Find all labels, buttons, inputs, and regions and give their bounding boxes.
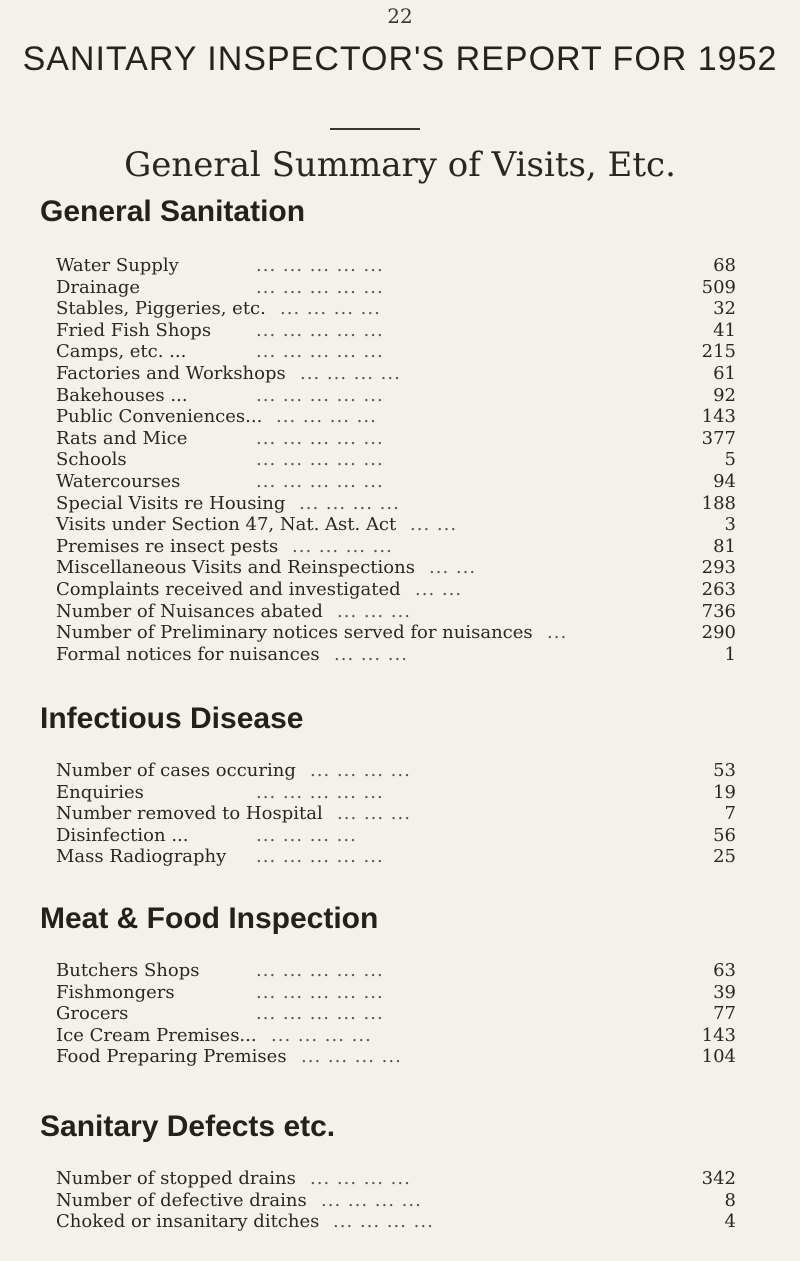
item-value: 68 [713, 255, 736, 276]
item-value: 342 [701, 1168, 736, 1189]
list-item [56, 449, 736, 471]
list-item [56, 782, 736, 804]
list-item [56, 363, 736, 385]
item-value: 263 [701, 578, 736, 600]
report-title: SANITARY INSPECTOR'S REPORT FOR 1952 [22, 40, 778, 78]
item-label: Grocers [56, 1003, 129, 1025]
leader-dots: ... ... ... ... [300, 362, 401, 384]
list-item [56, 579, 736, 601]
item-label: Visits under Section 47, Nat. Ast. Act [56, 514, 397, 536]
item-label: Butchers Shops [56, 960, 200, 981]
list-item [56, 760, 736, 782]
list-item [56, 1025, 736, 1047]
item-label: Number of Nuisances abated [56, 600, 323, 622]
item-value: 215 [701, 341, 736, 363]
item-value: 25 [713, 846, 736, 868]
item-value: 188 [701, 492, 736, 514]
list-item [56, 320, 736, 342]
leader-dots: ... ... ... ... [276, 406, 377, 428]
section-heading-infectious-disease: Infectious Disease [40, 702, 304, 735]
item-label: Fishmongers [56, 981, 175, 1003]
list-item [56, 471, 736, 493]
leader-dots: ... ... [415, 578, 463, 600]
item-value: 143 [701, 406, 736, 428]
leader-dots: ... ... ... ... ... [256, 427, 384, 449]
leader-dots: ... ... ... ... ... [256, 1003, 384, 1025]
item-label: Complaints received and investigated [56, 578, 401, 600]
section-rows-sanitary-defects [56, 1168, 736, 1233]
leader-dots: ... ... ... ... ... [256, 781, 384, 803]
item-value: 63 [713, 960, 736, 981]
item-label: Number removed to Hospital [56, 803, 323, 825]
leader-dots: ... ... ... ... [299, 492, 400, 514]
item-value: 94 [713, 470, 736, 492]
leader-dots: ... ... ... ... ... [256, 846, 384, 868]
item-value: 5 [724, 449, 736, 471]
leader-dots: ... ... ... ... ... [256, 384, 384, 406]
item-value: 92 [713, 384, 736, 406]
item-value: 53 [713, 760, 736, 781]
list-item [56, 960, 736, 982]
item-value: 143 [701, 1024, 736, 1046]
item-value: 293 [701, 557, 736, 579]
item-value: 61 [713, 362, 736, 384]
list-item [56, 514, 736, 536]
leader-dots: ... ... ... [334, 643, 408, 665]
leader-dots: ... ... ... [337, 600, 411, 622]
leader-dots: ... ... ... ... [333, 1211, 434, 1233]
item-value: 104 [701, 1046, 736, 1068]
leader-dots: ... ... ... [337, 803, 411, 825]
item-label: Ice Cream Premises... [56, 1024, 257, 1046]
leader-dots: ... ... ... ... [280, 298, 381, 320]
list-item [56, 428, 736, 450]
list-item [56, 406, 736, 428]
leader-dots: ... ... ... ... [256, 824, 357, 846]
list-item [56, 536, 736, 558]
section-rows-meat-food-inspection [56, 960, 736, 1068]
item-label: Water Supply [56, 255, 179, 276]
item-label: Choked or insanitary ditches [56, 1211, 320, 1233]
leader-dots: ... ... ... ... ... [256, 449, 384, 471]
item-label: Bakehouses ... [56, 384, 188, 406]
leader-dots: ... ... [429, 557, 477, 579]
leader-dots: ... ... ... ... [292, 535, 393, 557]
leader-dots: ... ... ... ... ... [256, 981, 384, 1003]
page-number: 22 [387, 4, 413, 28]
leader-dots: ... ... ... ... ... [256, 470, 384, 492]
summary-heading: General Summary of Visits, Etc. [124, 145, 676, 185]
item-value: 377 [701, 427, 736, 449]
list-item [56, 1003, 736, 1025]
item-label: Number of defective drains [56, 1189, 307, 1211]
item-label: Factories and Workshops [56, 362, 286, 384]
list-item [56, 825, 736, 847]
section-heading-meat-food-inspection: Meat & Food Inspection [40, 902, 379, 935]
item-label: Number of Preliminary notices served for nuisances [56, 622, 533, 644]
list-item [56, 846, 736, 868]
item-value: 1 [724, 643, 736, 665]
item-label: Number of stopped drains [56, 1168, 296, 1189]
list-item [56, 298, 736, 320]
item-value: 19 [713, 781, 736, 803]
item-value: 290 [701, 622, 736, 644]
list-item [56, 385, 736, 407]
item-label: Public Conveniences... [56, 406, 263, 428]
item-label: Stables, Piggeries, etc. [56, 298, 266, 320]
item-value: 736 [701, 600, 736, 622]
leader-dots: ... ... ... ... ... [256, 255, 384, 276]
item-value: 8 [724, 1189, 736, 1211]
item-value: 3 [724, 514, 736, 536]
item-value: 39 [713, 981, 736, 1003]
list-item [56, 277, 736, 299]
section-heading-sanitary-defects: Sanitary Defects etc. [40, 1110, 336, 1143]
list-item [56, 255, 736, 277]
list-item [56, 644, 736, 666]
item-value: 509 [701, 276, 736, 298]
leader-dots: ... ... ... ... ... [256, 276, 384, 298]
item-value: 81 [713, 535, 736, 557]
item-label: Special Visits re Housing [56, 492, 286, 514]
leader-dots: ... ... ... ... ... [256, 960, 384, 981]
list-item [56, 601, 736, 623]
leader-dots: ... [547, 622, 568, 644]
item-label: Formal notices for nuisances [56, 643, 320, 665]
leader-dots: ... ... ... ... [271, 1024, 372, 1046]
section-rows-general-sanitation [56, 255, 736, 665]
list-item [56, 1168, 736, 1190]
title-rule [330, 128, 420, 130]
leader-dots: ... ... ... ... [310, 1168, 411, 1189]
section-heading-general-sanitation: General Sanitation [40, 195, 306, 228]
section-rows-infectious-disease [56, 760, 736, 868]
item-label: Fried Fish Shops [56, 319, 212, 341]
leader-dots: ... ... ... ... [310, 760, 411, 781]
leader-dots: ... ... ... ... ... [256, 319, 384, 341]
item-label: Drainage [56, 276, 141, 298]
item-label: Premises re insect pests [56, 535, 279, 557]
item-label: Watercourses [56, 470, 181, 492]
leader-dots: ... ... [410, 514, 458, 536]
item-label: Number of cases occuring [56, 760, 296, 781]
list-item [56, 1211, 736, 1233]
list-item [56, 622, 736, 644]
list-item [56, 557, 736, 579]
item-label: Camps, etc. ... [56, 341, 187, 363]
leader-dots: ... ... ... ... [301, 1046, 402, 1068]
item-label: Rats and Mice [56, 427, 188, 449]
item-value: 56 [713, 824, 736, 846]
item-value: 77 [713, 1003, 736, 1025]
list-item [56, 982, 736, 1004]
list-item [56, 341, 736, 363]
list-item [56, 803, 736, 825]
list-item [56, 1190, 736, 1212]
leader-dots: ... ... ... ... [321, 1189, 422, 1211]
item-label: Mass Radiography [56, 846, 227, 868]
item-label: Miscellaneous Visits and Reinspections [56, 557, 415, 579]
item-value: 7 [724, 803, 736, 825]
item-label: Enquiries [56, 781, 144, 803]
list-item [56, 493, 736, 515]
item-value: 4 [724, 1211, 736, 1233]
item-label: Disinfection ... [56, 824, 189, 846]
list-item [56, 1046, 736, 1068]
item-value: 41 [713, 319, 736, 341]
item-value: 32 [713, 298, 736, 320]
leader-dots: ... ... ... ... ... [256, 341, 384, 363]
item-label: Food Preparing Premises [56, 1046, 287, 1068]
item-label: Schools [56, 449, 127, 471]
